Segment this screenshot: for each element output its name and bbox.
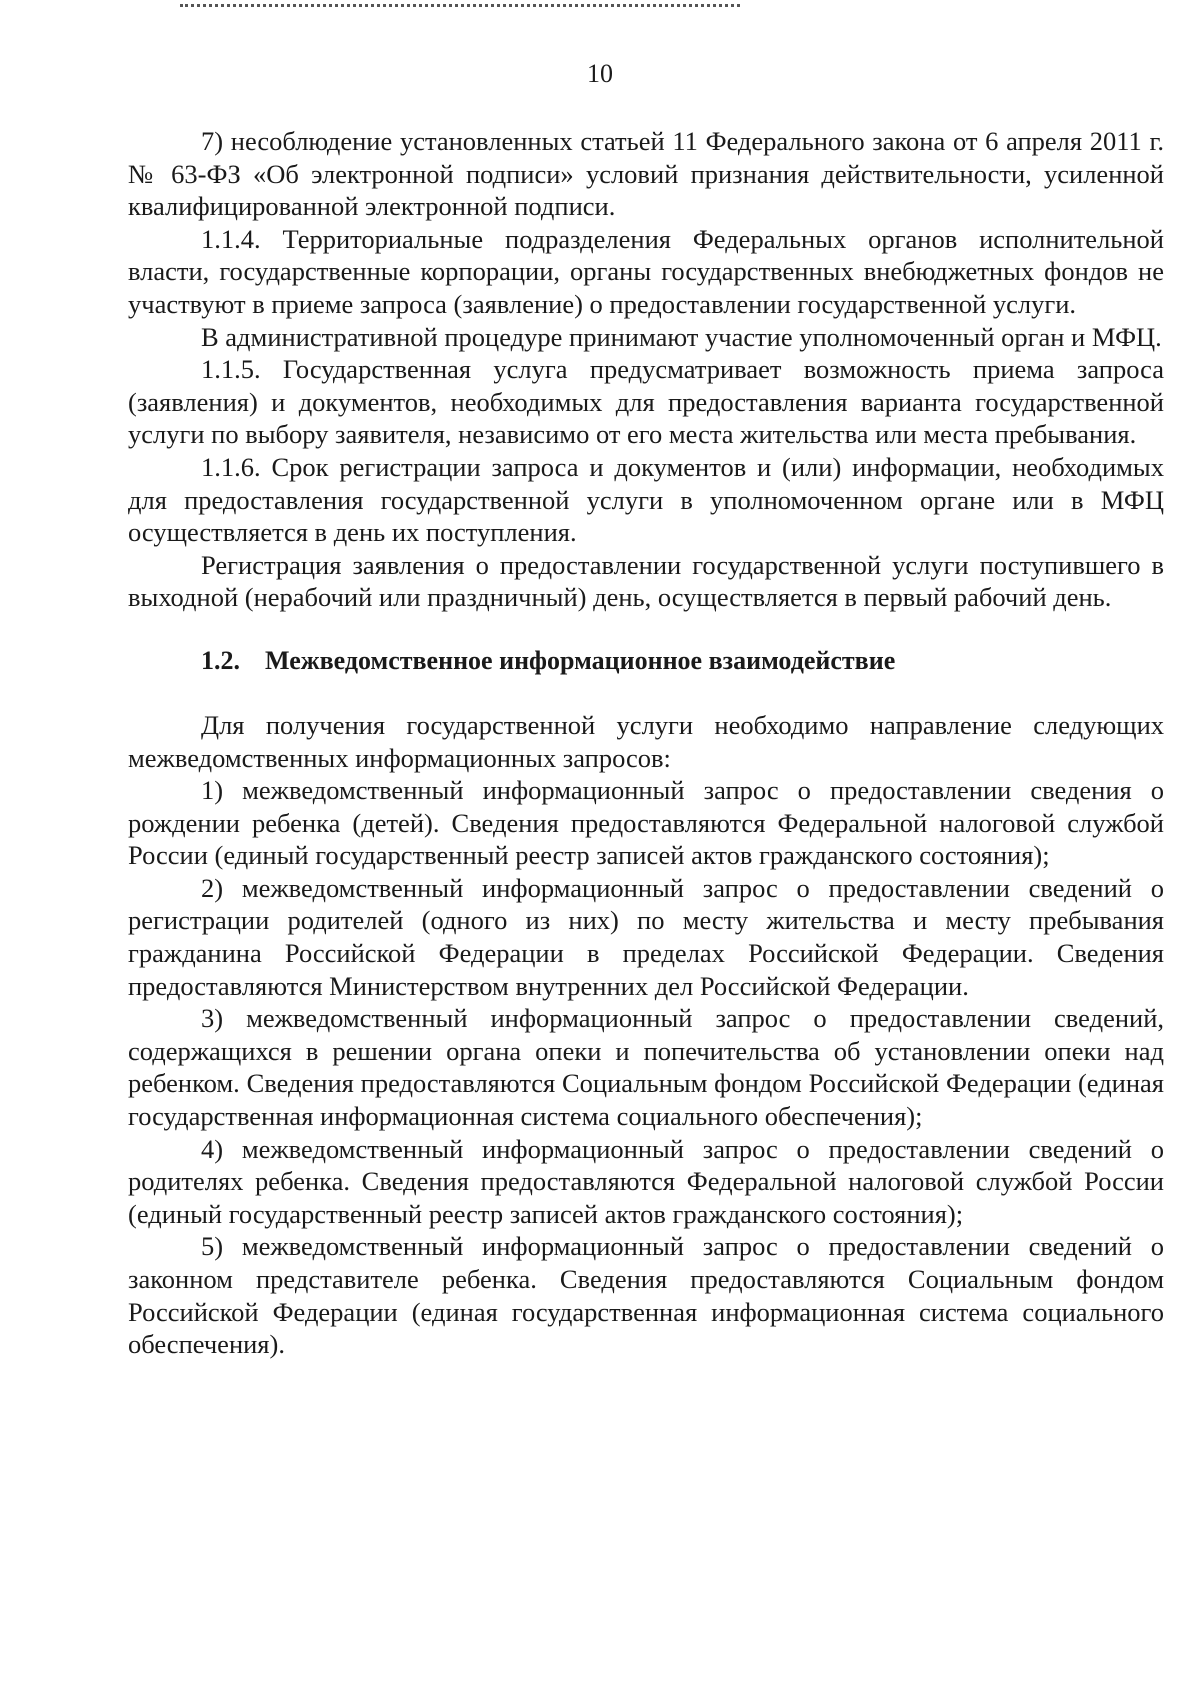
paragraph-admin-procedure: В административной процедуре принимают участие уполномоченный орган и МФЦ.: [201, 321, 1162, 352]
paragraph-1-1-6: 1.1.6. Срок регистрации запроса и документов и (или) информации, необходимых для предоставления государственной услуги в уполномоченном органе или в МФЦ осуществляется в день их поступления.: [128, 451, 1164, 548]
list-item-request-5: 5) межведомственный информационный запрос о предоставлении сведений о законном представителе ребенка. Сведения предоставляются Социальным фондом Российской Федерации (единая государственная информационная система социального обеспечения).: [128, 1231, 1164, 1360]
top-edge-dots: [180, 0, 740, 7]
list-item-request-3: 3) межведомственный информационный запрос о предоставлении сведений, содержащихся в решении органа опеки и попечительства об установлении опеки над ребенком. Сведения предоставляются Социальным фондом Российской Федерации (единая государственная информационная система социального обеспечения);: [128, 1003, 1164, 1132]
section-heading: [128, 644, 1164, 678]
paragraph-1-1-4: 1.1.4. Территориальные подразделения Федеральных органов исполнительной власти, государственные корпорации, органы государственных внебюджетных фондов не участвуют в приеме запроса (заявление) о предоставлении государственной услуги.: [128, 223, 1164, 319]
section-number: 1.2.: [201, 645, 240, 675]
list-item-request-1: 1) межведомственный информационный запрос о предоставлении сведения о рождении ребенка (детей). Сведения предоставляются Федеральной налоговой службой России (единый государственный реестр записей актов гражданского состояния);: [128, 775, 1164, 871]
list-item-request-2: 2) межведомственный информационный запрос о предоставлении сведений о регистрации родителей (одного из них) по месту жительства и месту пребывания гражданина Российской Федерации в пределах Российской Федерации. Сведения предоставляются Министерством внутренних дел Российской Федерации.: [128, 872, 1164, 1001]
section-title: Межведомственное информационное взаимодействие: [265, 645, 896, 675]
document-body: [128, 125, 1164, 1361]
paragraph-1-1-5: 1.1.5. Государственная услуга предусматривает возможность приема запроса (заявления) и документов, необходимых для предоставления варианта государственной услуги по выбору заявителя, независимо от его места жительства или места пребывания.: [128, 354, 1164, 450]
list-item-request-4: 4) межведомственный информационный запрос о предоставлении сведений о родителях ребенка. Сведения предоставляются Федеральной налоговой службой России (единый государственный реестр записей актов гражданского состояния);: [128, 1133, 1164, 1229]
paragraph-item-7: 7) несоблюдение установленных статьей 11 Федерального закона от 6 апреля 2011 г. № 63-ФЗ «Об электронной подписи» условий признания действительности, усиленной квалифицированной электронной подписи.: [128, 126, 1164, 222]
paragraph-intro-requests: Для получения государственной услуги необходимо направление следующих межведомственных информационных запросов:: [128, 709, 1164, 773]
paragraph-registration: Регистрация заявления о предоставлении государственной услуги поступившего в выходной (нерабочий или праздничный) день, осуществляется в первый рабочий день.: [128, 549, 1164, 613]
page-number: 10: [587, 59, 613, 88]
